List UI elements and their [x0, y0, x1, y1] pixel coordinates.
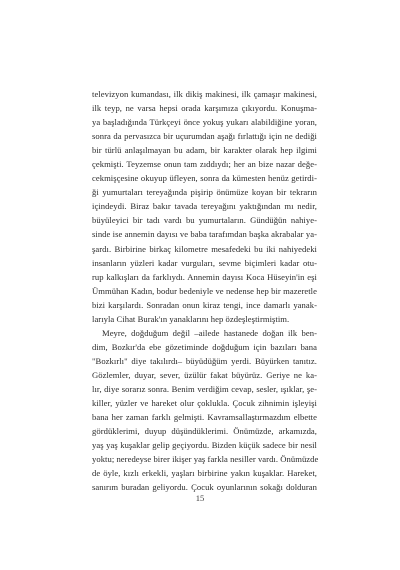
text-line: içindeydi. Biraz bakır tavada tereyağını yaktığından mı nedir,: [92, 201, 317, 212]
text-line: rup kalkışları da farklıydı. Annemin dayısı Koca Hüseyin'in eşi: [92, 271, 317, 282]
text-line: televizyon kumandası, ilk dikiş makinesi, ilk çamaşır makinesi,: [92, 89, 317, 99]
text-line: killer, yüzler ve hareket olur çoklukla. Çocuk zihnimin işleyişi: [92, 398, 317, 409]
text-line: Gözlemler, duyar, sever, üzülür fakat büyürüz. Geriye ne ka-: [92, 369, 317, 380]
paragraph-2: [92, 326, 317, 495]
text-line: "Bozkırlı" diye takılırdı– büyüdüğüm yerdi. Büyürken tanıtız.: [92, 355, 317, 366]
text-line: cekmişçesine okuyup üfleyen, sonra da kümesten henüz getirdi-: [92, 173, 317, 184]
text-line: larıyla Cihat Burak'ın yanaklarını hep özdeşleştirmiştim.: [92, 313, 290, 324]
text-line: bana her zaman farklı gelmişti. Kavramsallaştırmazdım elbette: [92, 412, 317, 423]
text-line: sanırım buradan geliyordu. Çocuk oyunlarının sokağı dolduran: [92, 482, 317, 493]
text-line: insanların yüzleri kadar vurguları, sevme biçimleri kadar otu-: [92, 257, 317, 268]
text-line: ilk teyp, ne varsa hepsi orada karşımıza çıkıyordu. Konuşma-: [92, 103, 317, 114]
text-line: sinde ise annemin dayısı ve baba tarafımdan başka akrabalar ya-: [92, 229, 317, 240]
text-line: şardı. Birbirine birkaç kilometre mesafedeki bu iki nahiyedeki: [92, 243, 317, 254]
text-line: lır, diye sorarız sonra. Benim verdiğim cevap, sesler, ışıklar, şe-: [92, 383, 317, 394]
text-line: dim, Bozkır'da ebe gözetiminde doğduğum için bazıları bana: [92, 341, 317, 352]
page-number: 15: [195, 493, 205, 503]
text-line: yoktu; neredeyse birer ikişer yaş farkla nesiller vardı. Önümüzde: [92, 454, 319, 465]
text-line: sonra da pervasızca bir uçurumdan aşağı fırlattığı için ne dediği: [92, 131, 317, 142]
text-line: bizi karşılardı. Sonradan onun kiraz tengi, ince damarlı yanak-: [92, 299, 317, 310]
text-line: Ümmühan Kadın, bodur bedeniyle ve nedense hep bir mazeretle: [92, 285, 317, 296]
text-line: yaş yaş kuşaklar gelip geçiyordu. Bizden küçük sadece bir nesil: [92, 440, 317, 451]
body-text: [92, 87, 317, 494]
text-line: gördüklerimi, duyup düşündüklerimi. Önümüzde, arkamızda,: [92, 426, 317, 437]
text-line: Meyre, doğduğum değil –ailede hastanede doğan ilk ben-: [102, 327, 317, 338]
text-line: bir türlü anlaşılmayan bu adam, bir karakter olarak hep ilgimi: [92, 145, 317, 156]
text-line: de öyle, kızlı erkekli, yaşları birbirine yakın kuşaklar. Hareket,: [92, 468, 317, 479]
text-line: çekmişti. Teyzemse onun tam zıddıydı; her an bize nazar değe-: [92, 159, 317, 170]
text-line: ği yumurtaları tereyağında pişirip önümüze koyan bir tekrarın: [92, 187, 317, 198]
text-line: büyüleyici bir tadı vardı bu yumurtaların. Gündüğün nahiye-: [92, 215, 317, 226]
paragraph-1: [92, 87, 317, 326]
text-line: ya başladığında Türkçeyi önce yokuş yukarı alabildiğine yoran,: [92, 117, 317, 128]
